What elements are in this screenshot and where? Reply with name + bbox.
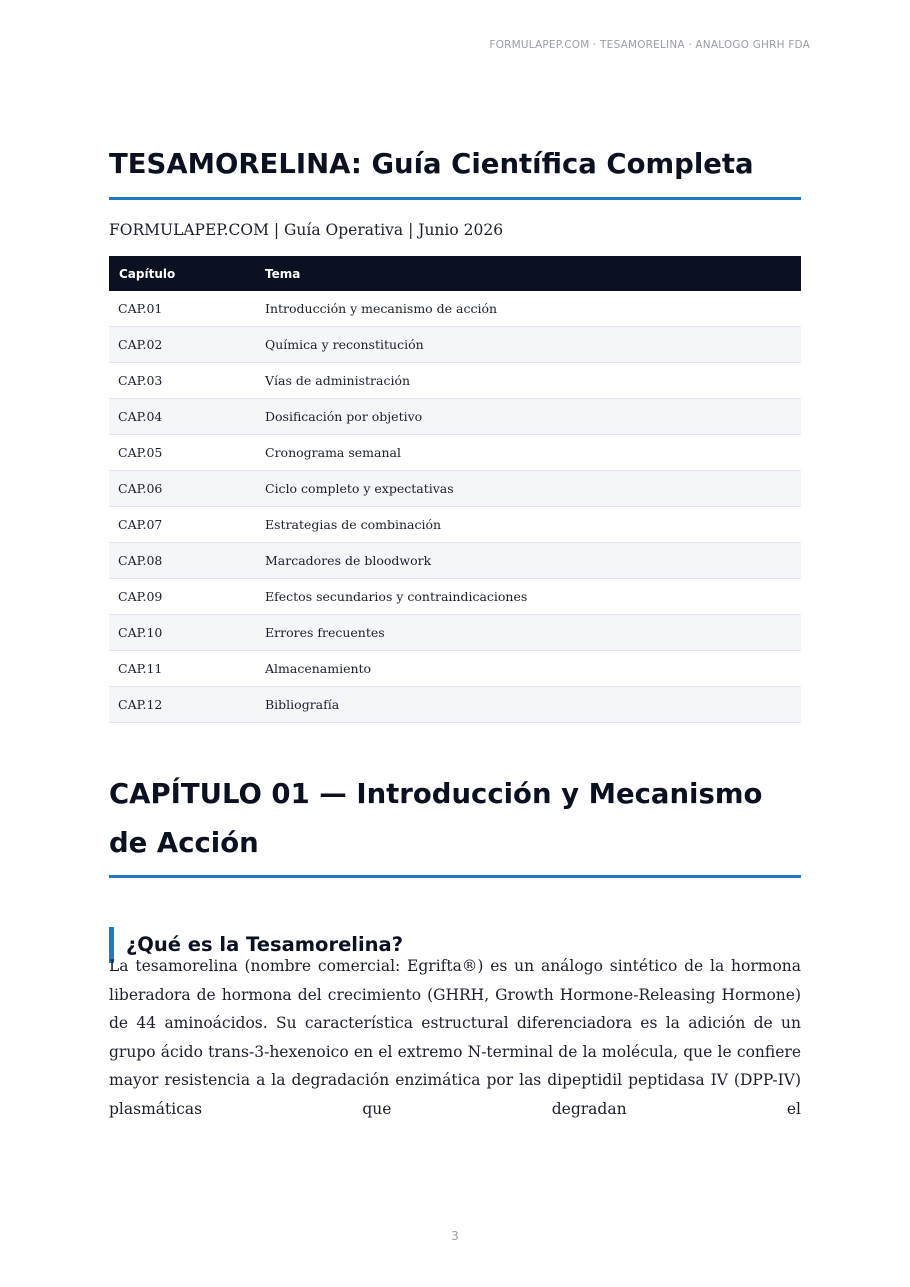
toc-topic-cell: Introducción y mecanismo de acción: [256, 291, 801, 327]
toc-topic-cell: Bibliografía: [256, 687, 801, 723]
toc-topic-cell: Almacenamiento: [256, 651, 801, 687]
toc-chapter-cell: CAP.01: [109, 291, 256, 327]
toc-header-row: [109, 256, 801, 291]
toc-topic-cell: Errores frecuentes: [256, 615, 801, 651]
toc-topic-cell: Marcadores de bloodwork: [256, 543, 801, 579]
toc-chapter-cell: CAP.11: [109, 651, 256, 687]
toc-topic-cell: Química y reconstitución: [256, 327, 801, 363]
toc-topic-cell: Efectos secundarios y contraindicaciones: [256, 579, 801, 615]
chapter-divider: [109, 875, 801, 878]
body-paragraph: La tesamorelina (nombre comercial: Egrifta®) es un análogo sintético de la hormona liberadora de hormona del crecimiento (GHRH, Growth Hormone-Releasing Hormone) de 44 aminoácidos. Su característica estructural diferenciadora es la adición de un grupo ácido trans-3-hexenoico en el extremo N-terminal de la molécula, que le confiere mayor resistencia a la degradación enzimática por las dipeptidil peptidasa IV (DPP-IV) plasmáticas que degradan el: [109, 957, 801, 1118]
section-heading: ¿Qué es la Tesamorelina?: [109, 927, 403, 963]
toc-topic-cell: Vías de administración: [256, 363, 801, 399]
table-row: [109, 507, 801, 543]
table-row: [109, 363, 801, 399]
title-divider: [109, 197, 801, 200]
table-row: [109, 471, 801, 507]
toc-topic-cell: Cronograma semanal: [256, 435, 801, 471]
page-number: 3: [451, 1229, 459, 1243]
chapter-title: CAPÍTULO 01 — Introducción y Mecanismo de Acción: [109, 778, 763, 859]
toc-topic-cell: Dosificación por objetivo: [256, 399, 801, 435]
table-row: [109, 435, 801, 471]
table-row: [109, 615, 801, 651]
toc-chapter-cell: CAP.04: [109, 399, 256, 435]
toc-chapter-cell: CAP.12: [109, 687, 256, 723]
table-row: [109, 291, 801, 327]
table-row: [109, 687, 801, 723]
table-of-contents: [109, 256, 801, 723]
document-title: TESAMORELINA: Guía Científica Completa: [109, 148, 754, 180]
toc-header-chapter: Capítulo: [109, 256, 256, 291]
table-row: [109, 651, 801, 687]
toc-chapter-cell: CAP.10: [109, 615, 256, 651]
table-row: [109, 327, 801, 363]
table-row: [109, 579, 801, 615]
toc-chapter-cell: CAP.05: [109, 435, 256, 471]
toc-chapter-cell: CAP.07: [109, 507, 256, 543]
table-row: [109, 543, 801, 579]
toc-topic-cell: Estrategias de combinación: [256, 507, 801, 543]
document-meta-line: FORMULAPEP.COM | Guía Operativa | Junio 2026: [109, 221, 504, 239]
table-row: [109, 399, 801, 435]
toc-chapter-cell: CAP.06: [109, 471, 256, 507]
running-header: FORMULAPEP.COM · TESAMORELINA · ANALOGO GHRH FDA: [489, 39, 810, 51]
toc-chapter-cell: CAP.02: [109, 327, 256, 363]
toc-chapter-cell: CAP.08: [109, 543, 256, 579]
toc-chapter-cell: CAP.09: [109, 579, 256, 615]
toc-chapter-cell: CAP.03: [109, 363, 256, 399]
toc-topic-cell: Ciclo completo y expectativas: [256, 471, 801, 507]
toc-header-topic: Tema: [256, 256, 801, 291]
